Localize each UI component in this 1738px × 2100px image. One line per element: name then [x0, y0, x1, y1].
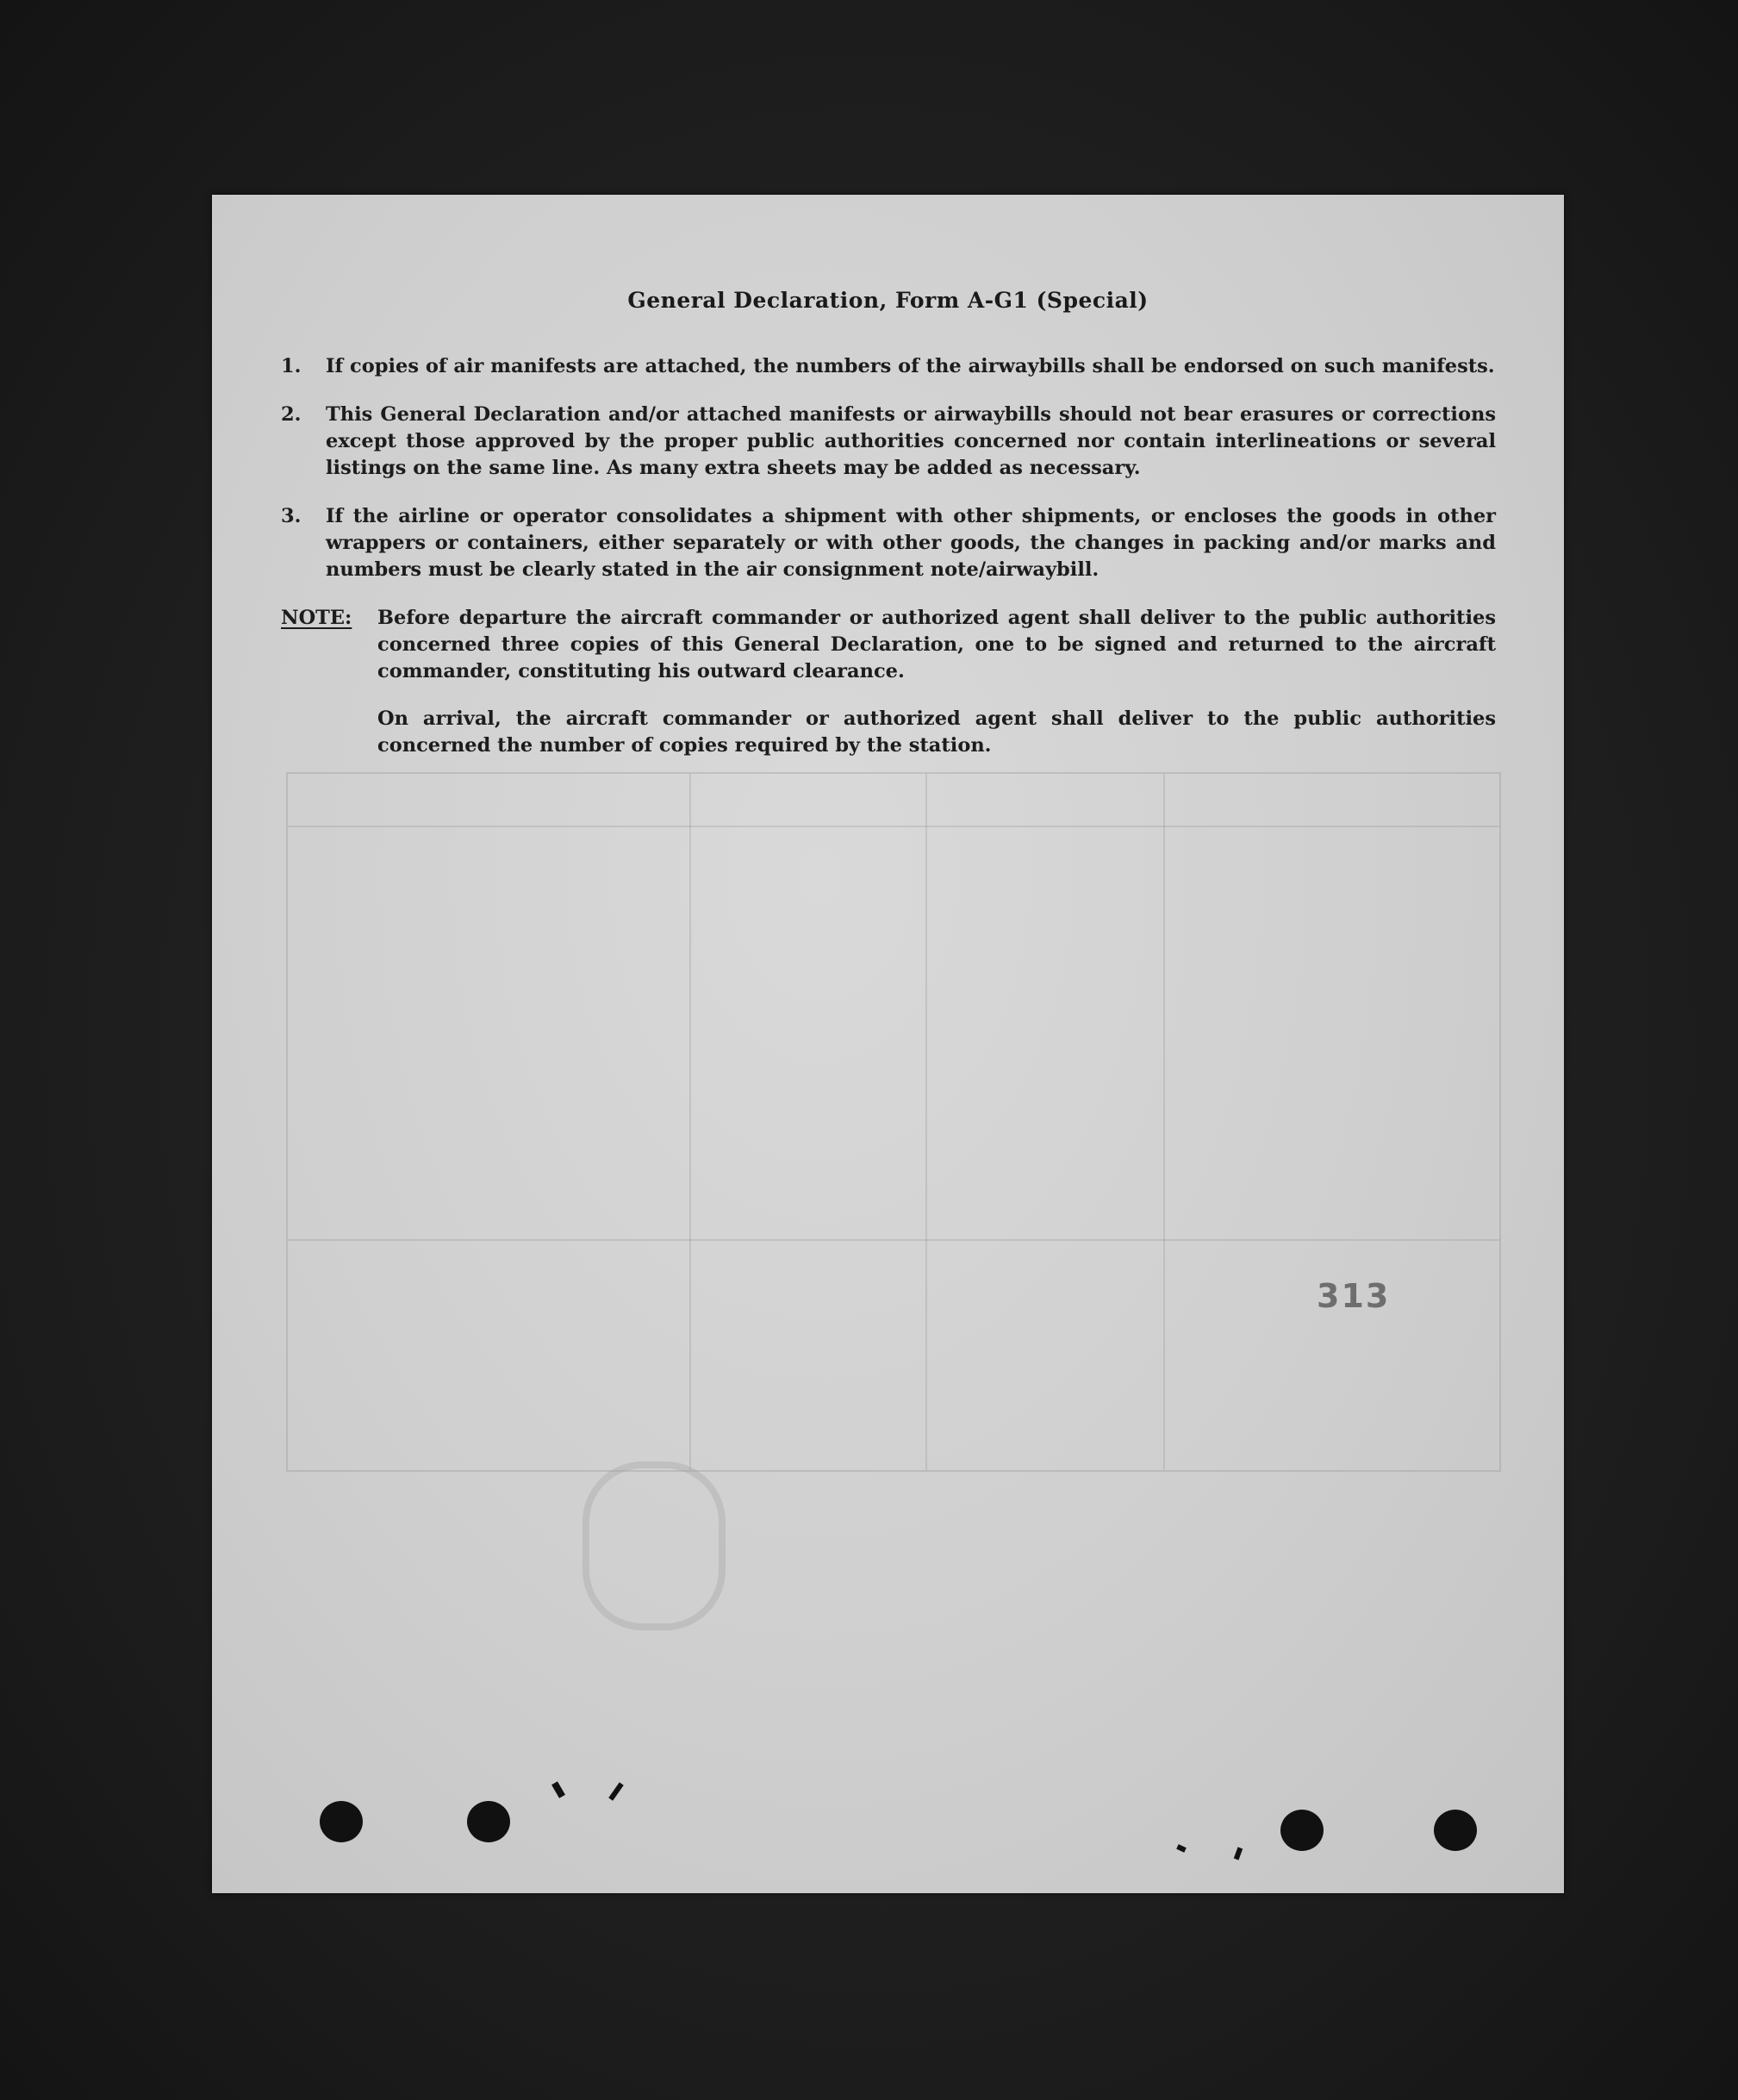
document-page: [212, 195, 1564, 1893]
punch-hole: [320, 1801, 363, 1842]
scan-speck: [608, 1782, 624, 1800]
page-number: 313: [1317, 1277, 1391, 1315]
instruction-item-1: [281, 353, 1496, 380]
show-through-stamp: [582, 1461, 726, 1630]
item-number: 3.: [281, 505, 302, 527]
item-number: 1.: [281, 355, 302, 377]
punch-hole: [467, 1801, 510, 1842]
instruction-item-2: [281, 402, 1496, 482]
item-number: 2.: [281, 403, 302, 426]
item-text: If copies of air manifests are attached, the numbers of the airwaybills shall be endorsed on such manifests.: [326, 355, 1495, 377]
show-through-table: [286, 772, 1501, 1472]
punch-hole: [1280, 1810, 1324, 1851]
note-paragraph-2: On arrival, the aircraft commander or authorized agent shall deliver to the public authorities concerned the number of copies required by the station.: [377, 707, 1496, 757]
scan-speck: [551, 1781, 565, 1798]
item-text: This General Declaration and/or attached manifests or airwaybills should not bear erasures or corrections except those approved by the proper public authorities concerned nor contain interlineations or several listings on the same line. As many extra sheets may be added as necessary.: [326, 403, 1496, 479]
scan-speck: [1176, 1844, 1187, 1853]
item-text: If the airline or operator consolidates a shipment with other shipments, or encloses the goods in other wrappers or containers, either separately or with other goods, the changes in packing and/or marks and numbers must be clearly stated in the air consignment note/airwaybill.: [326, 505, 1496, 581]
scan-speck: [1234, 1847, 1243, 1860]
note-label: NOTE:: [281, 607, 352, 629]
instruction-item-3: [281, 503, 1496, 583]
punch-hole: [1434, 1810, 1477, 1851]
page-title: General Declaration, Form A-G1 (Special): [627, 288, 1149, 313]
note-block: [281, 605, 1496, 759]
note-paragraph-1: Before departure the aircraft commander or authorized agent shall deliver to the public authorities concerned three copies of this General Declaration, one to be signed and returned to the aircraft commander, constituting his outward clearance.: [377, 607, 1496, 682]
